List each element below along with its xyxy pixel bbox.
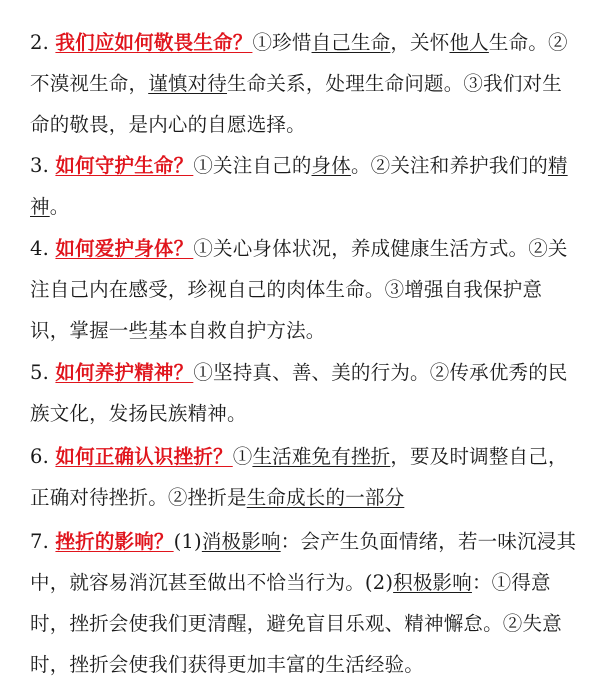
question-heading: 如何养护精神？ xyxy=(55,361,194,384)
item-4 xyxy=(30,228,578,351)
answer-text: ：①得意时，挫折会使我们更清醒，避免盲目乐观、精神懈怠。②失意时，挫折会使我们获得更加丰富的生活经验。 xyxy=(30,571,562,676)
key-term: 积极影响 xyxy=(393,571,472,594)
item-number: 7. xyxy=(30,530,50,553)
question-heading: 如何正确认识挫折？ xyxy=(55,445,233,468)
question-heading: 如何爱护身体？ xyxy=(55,237,194,260)
answer-text: ①关心身体状况，养成健康生活方式。②关注自己内在感受，珍视自己的肉体生命。③增强自我保护意识，掌握一些基本自救自护方法。 xyxy=(30,237,568,342)
key-term: 精神 xyxy=(30,154,568,218)
key-term: 他人 xyxy=(449,31,489,54)
question-heading: 我们应如何敬畏生命？ xyxy=(55,31,253,54)
answer-text: ：会产生负面情绪，若一味沉浸其中，就容易消沉甚至做出不恰当行为。(2) xyxy=(30,530,577,594)
answer-text: (1) xyxy=(173,530,202,553)
item-3 xyxy=(30,145,578,227)
item-5 xyxy=(30,352,578,434)
item-2 xyxy=(30,22,578,145)
key-term: 生活难免有挫折 xyxy=(252,445,391,468)
key-term: 消极影响 xyxy=(201,530,281,553)
item-number: 6. xyxy=(30,445,50,468)
key-term: 自己生命 xyxy=(311,31,391,54)
question-heading: 如何守护生命？ xyxy=(55,154,194,177)
answer-text: 生命。②不漠视生命， xyxy=(30,31,568,95)
key-term: 身体 xyxy=(311,154,351,177)
answer-text: ①关注自己的 xyxy=(193,154,312,177)
question-heading: 挫折的影响？ xyxy=(55,530,174,553)
answer-text: ，要及时调整自己，正确对待挫折。②挫折是 xyxy=(30,445,568,509)
answer-text: 。 xyxy=(49,195,70,218)
item-number: 3. xyxy=(30,154,50,177)
key-term: 生命成长的一部分 xyxy=(246,486,405,509)
answer-text: ，关怀 xyxy=(390,31,450,54)
item-number: 5. xyxy=(30,361,50,384)
answer-text: ①坚持真、善、美的行为。②传承优秀的民族文化，发扬民族精神。 xyxy=(30,361,568,425)
answer-text: ① xyxy=(232,445,253,468)
item-7 xyxy=(30,521,578,685)
answer-text: 。②关注和养护我们的 xyxy=(350,154,548,177)
item-number: 2. xyxy=(30,31,50,54)
answer-text: ①珍惜 xyxy=(252,31,312,54)
item-number: 4. xyxy=(30,237,50,260)
key-term: 谨慎对待 xyxy=(148,72,228,95)
answer-text: 生命关系，处理生命问题。③我们对生命的敬畏，是内心的自愿选择。 xyxy=(30,72,562,136)
item-6 xyxy=(30,436,578,518)
